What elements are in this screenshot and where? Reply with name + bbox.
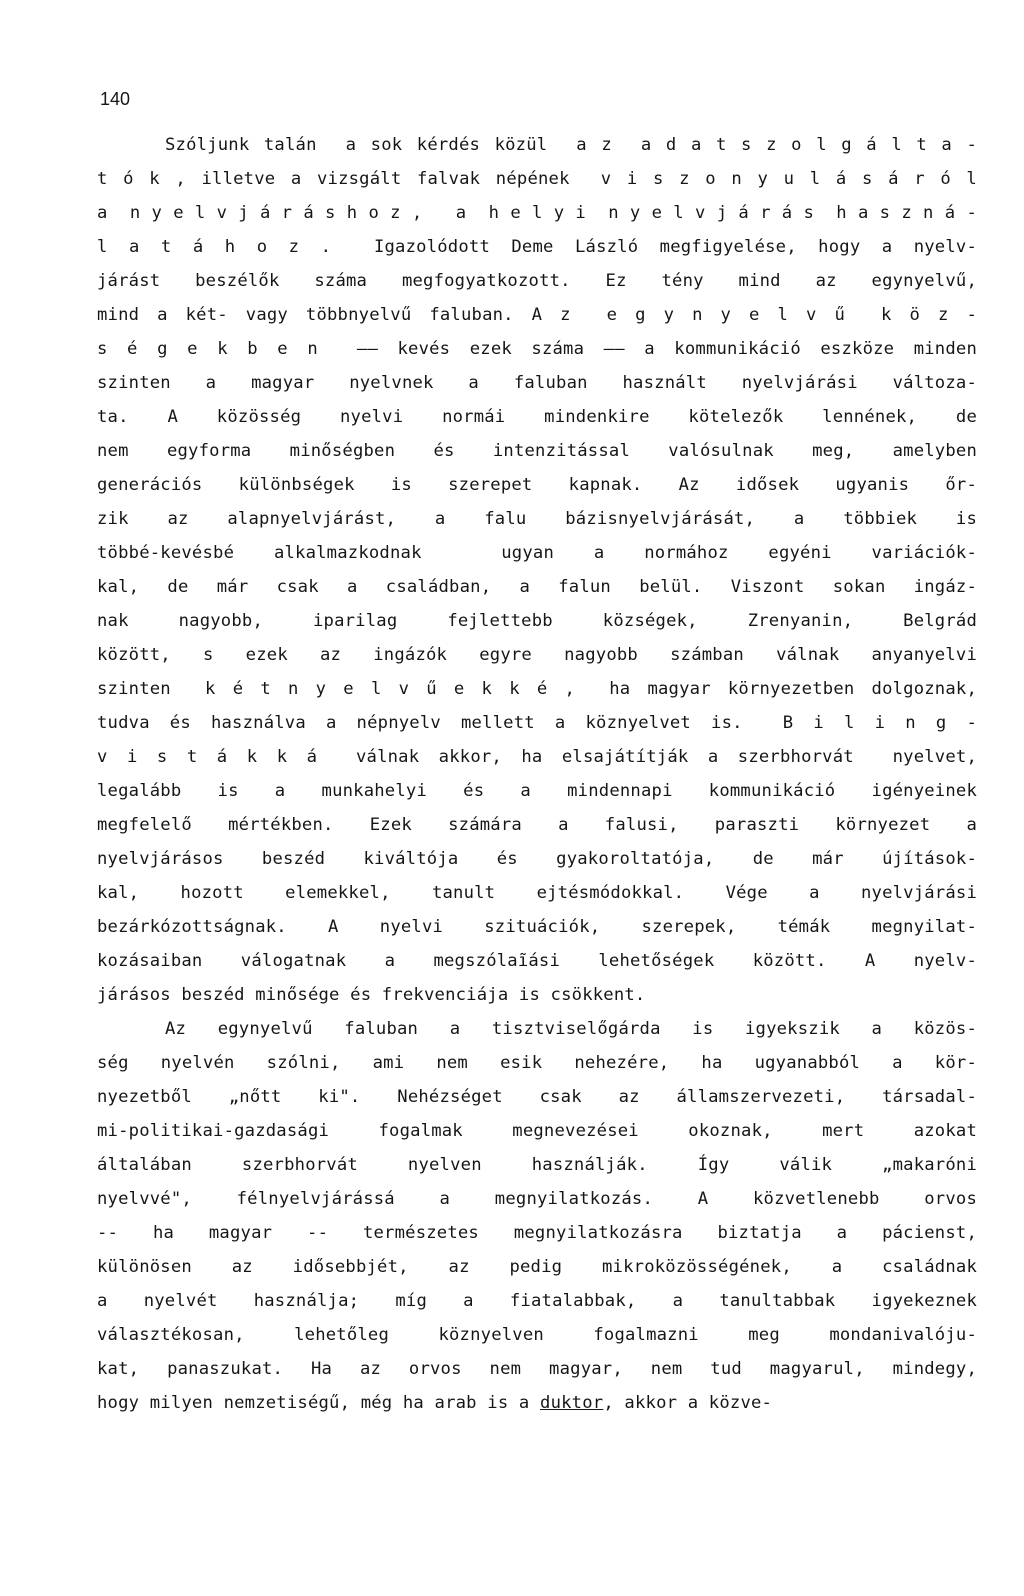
text-segment: hogy milyen nemzetiségű, még ha arab is a [97, 1393, 530, 1413]
text-line: mi-politikai-gazdasági fogalmak megnevezései okoznak, mert azokat [97, 1121, 977, 1141]
page-number: 140 [100, 89, 131, 109]
text-line: kozásaiban válogatnak a megszólaĩási lehetőségek között. A nyelv- [97, 951, 977, 971]
text-line: generációs különbségek is szerepet kapnak. Az idősek ugyanis őr- [97, 475, 977, 495]
text-line: járásos beszéd minősége és frekvenciája is csökkent. [97, 985, 646, 1005]
text-line: ség nyelvén szólni, ami nem esik nehezére, ha ugyanabból a kör- [97, 1053, 977, 1073]
underlined-word: duktor [540, 1393, 604, 1413]
text-line: -- ha magyar -- természetes megnyilatkozásra biztatja a pácienst, [97, 1223, 977, 1243]
text-line: a n y e l v j á r á s h o z , a h e l y i n y e l v j á r á s h a s z n á - [97, 203, 977, 223]
text-line: Az egynyelvű faluban a tisztviselőgárda is igyekszik a közös- [165, 1019, 977, 1039]
text-line: t ó k , illetve a vizsgált falvak népének v i s z o n y u l á s á r ó l [97, 169, 977, 189]
text-line: megfelelő mértékben. Ezek számára a falusi, paraszti környezet a [97, 815, 977, 835]
text-line: bezárkózottságnak. A nyelvi szituációk, szerepek, témák megnyilat- [97, 917, 977, 937]
text-line: kal, de már csak a családban, a falun belül. Viszont sokan ingáz- [97, 577, 977, 597]
text-line: mind a két- vagy többnyelvű faluban. A z e g y n y e l v ű k ö z - [97, 305, 977, 325]
text-line: kat, panaszukat. Ha az orvos nem magyar, nem tud magyarul, mindegy, [97, 1359, 977, 1379]
text-line: s é g e k b e n —— kevés ezek száma —— a kommunikáció eszköze minden [97, 339, 977, 359]
body-text [97, 128, 977, 1420]
text-line: többé-kevésbé alkalmazkodnak ugyan a normához egyéni variációk- [97, 543, 977, 563]
text-line: a nyelvét használja; míg a fiatalabbak, a tanultabbak igyekeznek [97, 1291, 977, 1311]
text-line: választékosan, lehetőleg köznyelven fogalmazni meg mondanivalóju- [97, 1325, 977, 1345]
text-line: között, s ezek az ingázók egyre nagyobb számban válnak anyanyelvi [97, 645, 977, 665]
text-line: nyezetből „nőtt ki". Nehézséget csak az államszervezeti, társadal- [97, 1087, 977, 1107]
text-line: nem egyforma minőségben és intenzitással valósulnak meg, amelyben [97, 441, 977, 461]
text-line: nyelvjárásos beszéd kiváltója és gyakoroltatója, de már újítások- [97, 849, 977, 869]
text-line-last [97, 1386, 977, 1420]
text-line: járást beszélők száma megfogyatkozott. Ez tény mind az egynyelvű, [97, 271, 977, 291]
text-line: zik az alapnyelvjárást, a falu bázisnyelvjárását, a többiek is [97, 509, 977, 529]
text-line: legalább is a munkahelyi és a mindennapi kommunikáció igényeinek [97, 781, 977, 801]
text-line: v i s t á k k á válnak akkor, ha elsajátítják a szerbhorvát nyelvet, [97, 747, 977, 767]
text-line: tudva és használva a népnyelv mellett a köznyelvet is. B i l i n g - [97, 713, 977, 733]
text-line: l a t á h o z . Igazolódott Deme László megfigyelése, hogy a nyelv- [97, 237, 977, 257]
text-line: kal, hozott elemekkel, tanult ejtésmódokkal. Vége a nyelvjárási [97, 883, 977, 903]
text-line: szinten a magyar nyelvnek a faluban használt nyelvjárási változa- [97, 373, 977, 393]
text-line: különösen az idősebbjét, az pedig mikroközösségének, a családnak [97, 1257, 977, 1277]
text-line: nak nagyobb, iparilag fejlettebb községek, Zrenyanin, Belgrád [97, 611, 977, 631]
text-line: általában szerbhorvát nyelven használják. Így válik „makaróni [97, 1155, 977, 1175]
text-line: szinten k é t n y e l v ű e k k é , ha magyar környezetben dolgoznak, [97, 679, 977, 699]
text-line: nyelvvé", félnyelvjárássá a megnyilatkozás. A közvetlenebb orvos [97, 1189, 977, 1209]
text-line: Szóljunk talán a sok kérdés közül a z a d a t s z o l g á l t a - [165, 135, 977, 155]
text-segment: , akkor a közve- [603, 1393, 773, 1413]
text-line: ta. A közösség nyelvi normái mindenkire kötelezők lennének, de [97, 407, 977, 427]
